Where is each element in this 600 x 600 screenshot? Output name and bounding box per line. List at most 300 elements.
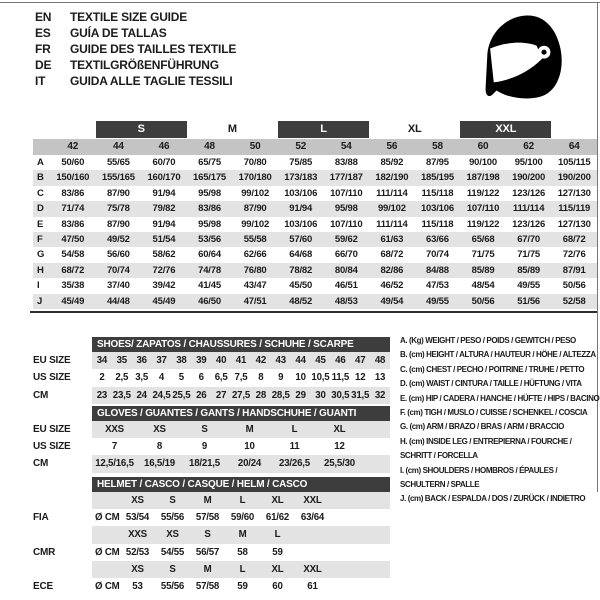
language-row — [35, 9, 236, 25]
textile-value: 49/55 — [517, 280, 540, 292]
size-header-cell: 58 — [432, 141, 443, 152]
measurement-letter: E — [37, 218, 44, 230]
textile-value: 51/56 — [517, 295, 540, 307]
textile-value: 123/126 — [512, 187, 546, 199]
table-cell: XXS — [105, 423, 124, 435]
helmet-value-cell: 58 — [237, 546, 248, 558]
table-cell: 9 — [278, 372, 284, 384]
textile-value: 49/55 — [426, 295, 449, 307]
language-title: GUIDE DES TAILLES TEXTILE — [70, 42, 237, 56]
helmet-icon — [477, 12, 569, 107]
helmet-value-cell — [295, 544, 330, 561]
helmet-value-cell: 59 — [272, 546, 283, 558]
helmet-value-cell: 56/57 — [195, 546, 220, 558]
textile-value: 51/54 — [152, 233, 176, 245]
table-cell: 24,5 — [152, 389, 171, 401]
textile-value: 56/60 — [106, 249, 130, 261]
textile-value: 150/160 — [56, 172, 90, 184]
textile-value: 185/195 — [420, 172, 454, 184]
textile-value: 177/187 — [329, 172, 363, 184]
table-cell: L — [291, 423, 298, 435]
table-cell: 39 — [196, 355, 207, 366]
table-cell: M — [245, 423, 254, 435]
textile-value: 160/170 — [147, 172, 181, 184]
table-row — [33, 438, 390, 455]
table-cell: 23/26,5 — [279, 458, 310, 470]
textile-value: 187/198 — [466, 172, 500, 184]
textile-value: 107/110 — [466, 203, 500, 215]
helmet-size-row — [33, 492, 390, 509]
textile-value: 87/91 — [562, 264, 586, 276]
size-group-label: XXL — [460, 121, 551, 138]
row-values — [92, 455, 390, 472]
table-cell: 28,5 — [271, 389, 290, 401]
size-group-label — [33, 121, 96, 138]
textile-value: 57/60 — [289, 233, 313, 245]
textile-value: 103/106 — [284, 187, 318, 199]
textile-value: 90/100 — [469, 157, 497, 168]
textile-value: 123/126 — [512, 218, 546, 230]
measurement-letter: G — [37, 249, 45, 261]
textile-value: 82/86 — [380, 264, 404, 276]
table-cell: 24 — [136, 389, 147, 401]
size-group-label: XL — [407, 123, 422, 135]
language-title: GUIDA ALLE TAGLIE TESSILI — [70, 74, 233, 88]
row-label: US SIZE — [33, 372, 71, 384]
size-header-spacer — [33, 139, 50, 155]
textile-value: 87/95 — [426, 157, 449, 168]
textile-value: 74/78 — [198, 264, 221, 276]
textile-value: 99/102 — [241, 218, 270, 230]
language-title: TEXTILE SIZE GUIDE — [70, 10, 188, 24]
textile-value: 165/175 — [193, 172, 226, 184]
textile-value: 95/98 — [334, 203, 358, 215]
helmet-size-cell: L — [239, 494, 246, 506]
textile-value: 155/165 — [101, 172, 135, 184]
helmet-value-cell: 60 — [272, 581, 283, 593]
row-label: CM — [33, 389, 49, 401]
table-cell: 2,5 — [115, 372, 129, 384]
table-cell: 5 — [178, 372, 184, 384]
textile-value: 111/114 — [376, 218, 408, 230]
table-cell: 12 — [334, 441, 345, 453]
textile-value: 48/52 — [289, 295, 313, 307]
table-cell: 29 — [295, 389, 306, 401]
textile-value: 47/50 — [61, 233, 85, 245]
textile-value: 115/119 — [558, 203, 591, 215]
helmet-size-row — [33, 561, 390, 578]
textile-value: 45/49 — [152, 295, 176, 307]
textile-value: 50/56 — [471, 295, 495, 307]
row-label — [33, 526, 92, 543]
textile-value: 95/100 — [514, 157, 543, 168]
helmet-size-cell — [295, 526, 330, 543]
textile-value: 79/82 — [152, 203, 176, 215]
table-cell: 18/21,5 — [189, 458, 220, 470]
size-header-cell: 48 — [204, 141, 215, 152]
size-group-label: S — [96, 121, 187, 138]
textile-value: 107/110 — [330, 218, 363, 230]
helmet-size-cell: XXL — [303, 563, 322, 575]
accessory-tables — [33, 337, 390, 596]
helmet-value-cell: 54/55 — [160, 546, 185, 558]
helmet-value-cell: 53/54 — [125, 512, 150, 524]
legend-item: J. (cm) BACK / ESPALDA / DOS / ZURÜCK / INDIETRO — [400, 494, 586, 504]
measurement-letter: A — [37, 157, 44, 168]
row-label — [33, 561, 92, 578]
row-values — [92, 438, 390, 455]
textile-value: 170/180 — [238, 172, 272, 184]
table-cell: S — [201, 423, 208, 435]
textile-value: 91/94 — [152, 218, 176, 230]
table-cell: 45 — [315, 355, 326, 366]
table-cell: 23 — [96, 389, 108, 401]
textile-value: 47/53 — [426, 280, 449, 292]
textile-value: 91/94 — [289, 203, 313, 215]
standard-label: FIA — [33, 512, 49, 524]
size-header-row — [33, 139, 597, 155]
unit-spacer — [92, 561, 120, 578]
table-cell: 8 — [156, 441, 163, 453]
helmet-table — [33, 477, 390, 596]
language-row — [35, 57, 236, 73]
table-cell: 10,5 — [311, 372, 330, 384]
textile-value: 68/72 — [380, 249, 404, 261]
table-row — [33, 455, 390, 472]
textile-value: 68/72 — [562, 233, 586, 245]
textile-value: 48/54 — [471, 280, 495, 292]
helmet-value-cell: 53 — [132, 581, 143, 593]
textile-value: 84/88 — [426, 264, 449, 276]
textile-body — [33, 155, 597, 309]
textile-value: 85/89 — [471, 264, 495, 276]
helmet-value-cell: 57/58 — [195, 512, 220, 524]
legend-item: B. (cm) HEIGHT / ALTURA / HAUTEUR / HÖHE / ALTEZZA — [400, 350, 596, 360]
table-cell: 12,5/16,5 — [95, 458, 134, 470]
textile-row — [33, 170, 597, 185]
legend-item: G. (cm) ARM / BRAZO / BRAS / ARM / BRACCIO — [400, 422, 564, 432]
shoes-table — [33, 337, 390, 404]
helmet-value-cell: 55/56 — [160, 512, 185, 524]
textile-value: 182/190 — [375, 172, 409, 184]
textile-value: 99/102 — [241, 187, 270, 199]
textile-value: 190/200 — [512, 172, 546, 184]
size-header-cell: 56 — [386, 141, 398, 152]
textile-value: 67/70 — [517, 233, 540, 245]
textile-value: 45/49 — [61, 295, 85, 307]
table-cell: 44 — [295, 355, 306, 366]
table-cell: 23,5 — [112, 389, 131, 401]
table-cell: 47 — [355, 355, 366, 366]
size-header-cell: 52 — [295, 141, 307, 152]
helmet-size-cell: M — [203, 494, 212, 506]
helmet-size-cell: XS — [131, 494, 144, 506]
textile-value: 48/53 — [334, 295, 358, 307]
textile-value: 46/52 — [380, 280, 404, 292]
helmet-value-cell: 57/58 — [195, 581, 220, 593]
measurement-legend — [400, 334, 600, 507]
language-row — [35, 25, 236, 41]
textile-value: 70/80 — [243, 157, 267, 168]
textile-value: 39/42 — [152, 280, 176, 292]
row-values — [92, 387, 390, 404]
textile-value: 65/68 — [471, 233, 495, 245]
textile-value: 119/122 — [466, 218, 500, 230]
textile-value: 55/65 — [106, 157, 130, 168]
textile-row — [33, 201, 597, 216]
standard-label: CMR — [33, 546, 56, 558]
table-row — [33, 421, 390, 438]
textile-value: 52/58 — [562, 295, 586, 307]
table-cell: 7 — [111, 441, 118, 453]
table-cell: 4 — [158, 372, 165, 384]
language-code: DE — [35, 58, 52, 72]
gloves-table-title: GLOVES / GUANTES / GANTS / HANDSCHUHE / GUANTI — [97, 407, 357, 419]
measurement-letter: B — [37, 172, 44, 184]
textile-value: 87/90 — [106, 218, 130, 230]
size-header-cell: 60 — [477, 141, 489, 152]
helmet-size-cell: XL — [271, 494, 284, 506]
textile-value: 83/86 — [198, 203, 221, 215]
textile-value: 127/130 — [557, 187, 591, 199]
textile-value: 37/40 — [106, 280, 130, 292]
textile-value: 35/38 — [61, 280, 85, 292]
table-cell: 8 — [258, 372, 264, 384]
shoes-table-title: SHOES/ ZAPATOS / CHAUSSURES / SCHUHE / SCARPE — [97, 339, 354, 350]
table-cell: 31,5 — [351, 389, 370, 401]
textile-value: 80/84 — [334, 264, 358, 276]
row-values — [92, 492, 390, 509]
helmet-value-row — [33, 578, 390, 595]
textile-value: 49/52 — [106, 233, 130, 245]
helmet-value-cell: 52/53 — [125, 546, 150, 558]
helmet-value-cell: 63/64 — [300, 512, 325, 524]
table-cell: 35 — [116, 355, 127, 366]
table-cell: 16,5/19 — [144, 458, 175, 470]
textile-value: 53/56 — [198, 233, 221, 245]
textile-value: 87/90 — [243, 203, 267, 215]
textile-value: 71/74 — [61, 203, 85, 215]
diameter-unit: Ø CM — [95, 512, 120, 524]
row-label: US SIZE — [33, 441, 71, 453]
language-code: ES — [35, 26, 51, 40]
textile-value: 103/106 — [284, 218, 318, 230]
textile-value: 59/62 — [334, 233, 358, 245]
textile-row — [33, 278, 597, 293]
unit-spacer — [92, 492, 120, 509]
helmet-size-cell: XL — [271, 563, 284, 575]
textile-row — [33, 186, 597, 201]
textile-value: 68/72 — [61, 264, 85, 276]
language-title: TEXTILGRÖßENFÜHRUNG — [70, 58, 219, 72]
helmet-size-cell: L — [274, 529, 281, 541]
table-cell: 34 — [96, 355, 108, 366]
table-cell: 6 — [198, 372, 204, 384]
table-cell: 42 — [255, 355, 267, 366]
table-cell: 48 — [374, 355, 386, 366]
table-cell: 2 — [99, 372, 105, 384]
textile-value: 85/92 — [380, 157, 404, 168]
table-cell: 3,5 — [135, 372, 149, 384]
table-row — [33, 369, 390, 386]
textile-value: 76/80 — [243, 264, 267, 276]
row-values — [92, 509, 390, 526]
textile-value: 55/58 — [243, 233, 267, 245]
textile-value: 115/118 — [421, 187, 454, 199]
table-cell: 10 — [244, 441, 255, 453]
table-cell: 26 — [196, 389, 207, 401]
table-cell: 13 — [374, 372, 386, 384]
textile-row — [33, 232, 597, 247]
textile-value: 173/183 — [284, 172, 318, 184]
table-cell: 10 — [295, 372, 306, 384]
textile-value: 65/75 — [198, 157, 221, 168]
table-cell: 36 — [136, 355, 147, 366]
textile-value: 70/74 — [106, 264, 130, 276]
textile-value: 103/106 — [420, 203, 454, 215]
gloves-table — [33, 406, 390, 473]
textile-size-table — [33, 121, 597, 309]
table-cell: 11,5 — [331, 372, 350, 384]
table-cell: 25,5/30 — [324, 458, 355, 470]
table-cell: 30 — [315, 389, 326, 401]
helmet-size-cell: L — [239, 563, 246, 575]
frame-top-line — [0, 2, 600, 3]
table-cell: 9 — [201, 441, 208, 453]
row-values — [92, 421, 390, 438]
size-group-label — [551, 121, 597, 138]
legend-item: I. (cm) SHOULDERS / HOMBROS / ÉPAULES / SCHULTERN / SPALLE — [400, 465, 558, 490]
textile-value: 95/98 — [198, 218, 221, 230]
size-group-label: L — [278, 121, 369, 138]
textile-value: 119/122 — [466, 187, 500, 199]
row-values — [92, 578, 390, 595]
helmet-table-body — [33, 492, 390, 596]
textile-value: 111/114 — [512, 203, 545, 215]
size-header-cell: 54 — [340, 141, 352, 152]
textile-value: 44/48 — [106, 295, 130, 307]
row-label — [33, 492, 92, 509]
textile-value: 64/68 — [289, 249, 313, 261]
helmet-size-cell: M — [203, 563, 212, 575]
measurement-letter: D — [37, 203, 44, 215]
table-cell: 11 — [289, 441, 300, 453]
row-label: EU SIZE — [33, 423, 71, 435]
table-cell: 43 — [275, 355, 286, 366]
textile-value: 190/200 — [557, 172, 591, 184]
textile-value: 61/63 — [380, 233, 404, 245]
helmet-value-cell: 59 — [237, 581, 248, 593]
helmet-size-cell: M — [238, 529, 247, 541]
legend-item: C. (cm) CHEST / PECHO / POITRINE / TRUHE / PETTO — [400, 364, 585, 374]
textile-value: 72/76 — [562, 249, 586, 261]
textile-value: 63/66 — [426, 233, 449, 245]
table-cell: 27 — [215, 389, 227, 401]
textile-value: 46/50 — [198, 295, 221, 307]
legend-item: F. (cm) TIGH / MUSLO / CUISSE / SCHENKEL / COSCIA — [400, 408, 588, 418]
textile-value: 95/98 — [198, 187, 221, 199]
language-code: IT — [35, 74, 46, 88]
legend-item: D. (cm) WAIST / CINTURA / TAILLE / HÜFTUNG / VITA — [400, 379, 582, 389]
table-cell: 32 — [374, 389, 386, 401]
size-header-cell: 50 — [249, 141, 261, 152]
textile-value: 45/50 — [289, 280, 313, 292]
textile-value: 78/82 — [289, 264, 313, 276]
shoes-table-title-bar — [92, 337, 390, 352]
row-values — [92, 526, 390, 543]
helmet-table-title: HELMET / CASCO / CASQUE / HELM / CASCO — [97, 478, 308, 490]
language-row — [35, 73, 236, 89]
measurement-letter: C — [37, 187, 44, 199]
gloves-table-body — [33, 421, 390, 473]
size-header-cell: 46 — [158, 141, 170, 152]
textile-value: 60/64 — [198, 249, 221, 261]
table-cell: 41 — [235, 355, 247, 366]
textile-value: 60/70 — [152, 157, 176, 168]
standard-label: ECE — [33, 581, 53, 593]
helmet-size-cell: S — [204, 529, 211, 541]
table-row — [33, 387, 390, 404]
measurement-letter: I — [37, 280, 40, 292]
size-header-cell: 64 — [568, 141, 580, 152]
row-values — [92, 352, 390, 369]
helmet-value-row — [33, 509, 390, 526]
section-divider — [30, 311, 597, 313]
textile-value: 50/60 — [61, 157, 85, 168]
textile-value: 71/75 — [517, 249, 540, 261]
helmet-size-cell: XS — [131, 563, 144, 575]
textile-value: 91/94 — [152, 187, 176, 199]
helmet-value-cell: 55/56 — [160, 581, 185, 593]
table-cell: 6,5 — [214, 372, 228, 384]
textile-value: 107/110 — [330, 187, 363, 199]
textile-value: 46/51 — [334, 280, 358, 292]
language-code: FR — [35, 42, 51, 56]
legend-item: E. (cm) HIP / CADERA / HANCHE / HÜFTE / HIPS / BACINO — [400, 393, 600, 403]
row-values — [92, 544, 390, 561]
helmet-size-cell: XS — [166, 529, 179, 541]
diameter-unit: Ø CM — [95, 546, 120, 558]
textile-value: 75/78 — [106, 203, 130, 215]
textile-row — [33, 217, 597, 232]
textile-value: 105/115 — [557, 157, 591, 168]
helmet-table-title-bar — [92, 477, 390, 492]
table-cell: 12 — [355, 372, 366, 384]
textile-value: 85/89 — [517, 264, 540, 276]
textile-value: 54/58 — [61, 249, 85, 261]
table-cell: 25,5 — [172, 389, 191, 401]
helmet-size-cell: XXL — [303, 494, 322, 506]
measurement-letter: F — [37, 233, 43, 245]
textile-value: 47/51 — [243, 295, 267, 307]
helmet-value-cell: 61 — [307, 581, 318, 593]
textile-value: 83/86 — [61, 187, 85, 199]
table-cell: 38 — [176, 355, 187, 366]
textile-value: 115/118 — [421, 218, 454, 230]
table-cell: 27,5 — [231, 389, 251, 401]
textile-value: 72/76 — [152, 264, 176, 276]
table-cell: XL — [333, 423, 346, 435]
table-cell: 40 — [215, 355, 227, 366]
diameter-unit: Ø CM — [95, 581, 120, 593]
row-label: CM — [33, 458, 49, 470]
size-header-cell: 42 — [67, 141, 79, 152]
size-group-row — [33, 121, 597, 138]
unit-spacer — [92, 526, 120, 543]
table-cell: 30,5 — [331, 389, 350, 401]
language-title-list — [35, 9, 236, 89]
textile-value: 99/102 — [377, 203, 406, 215]
